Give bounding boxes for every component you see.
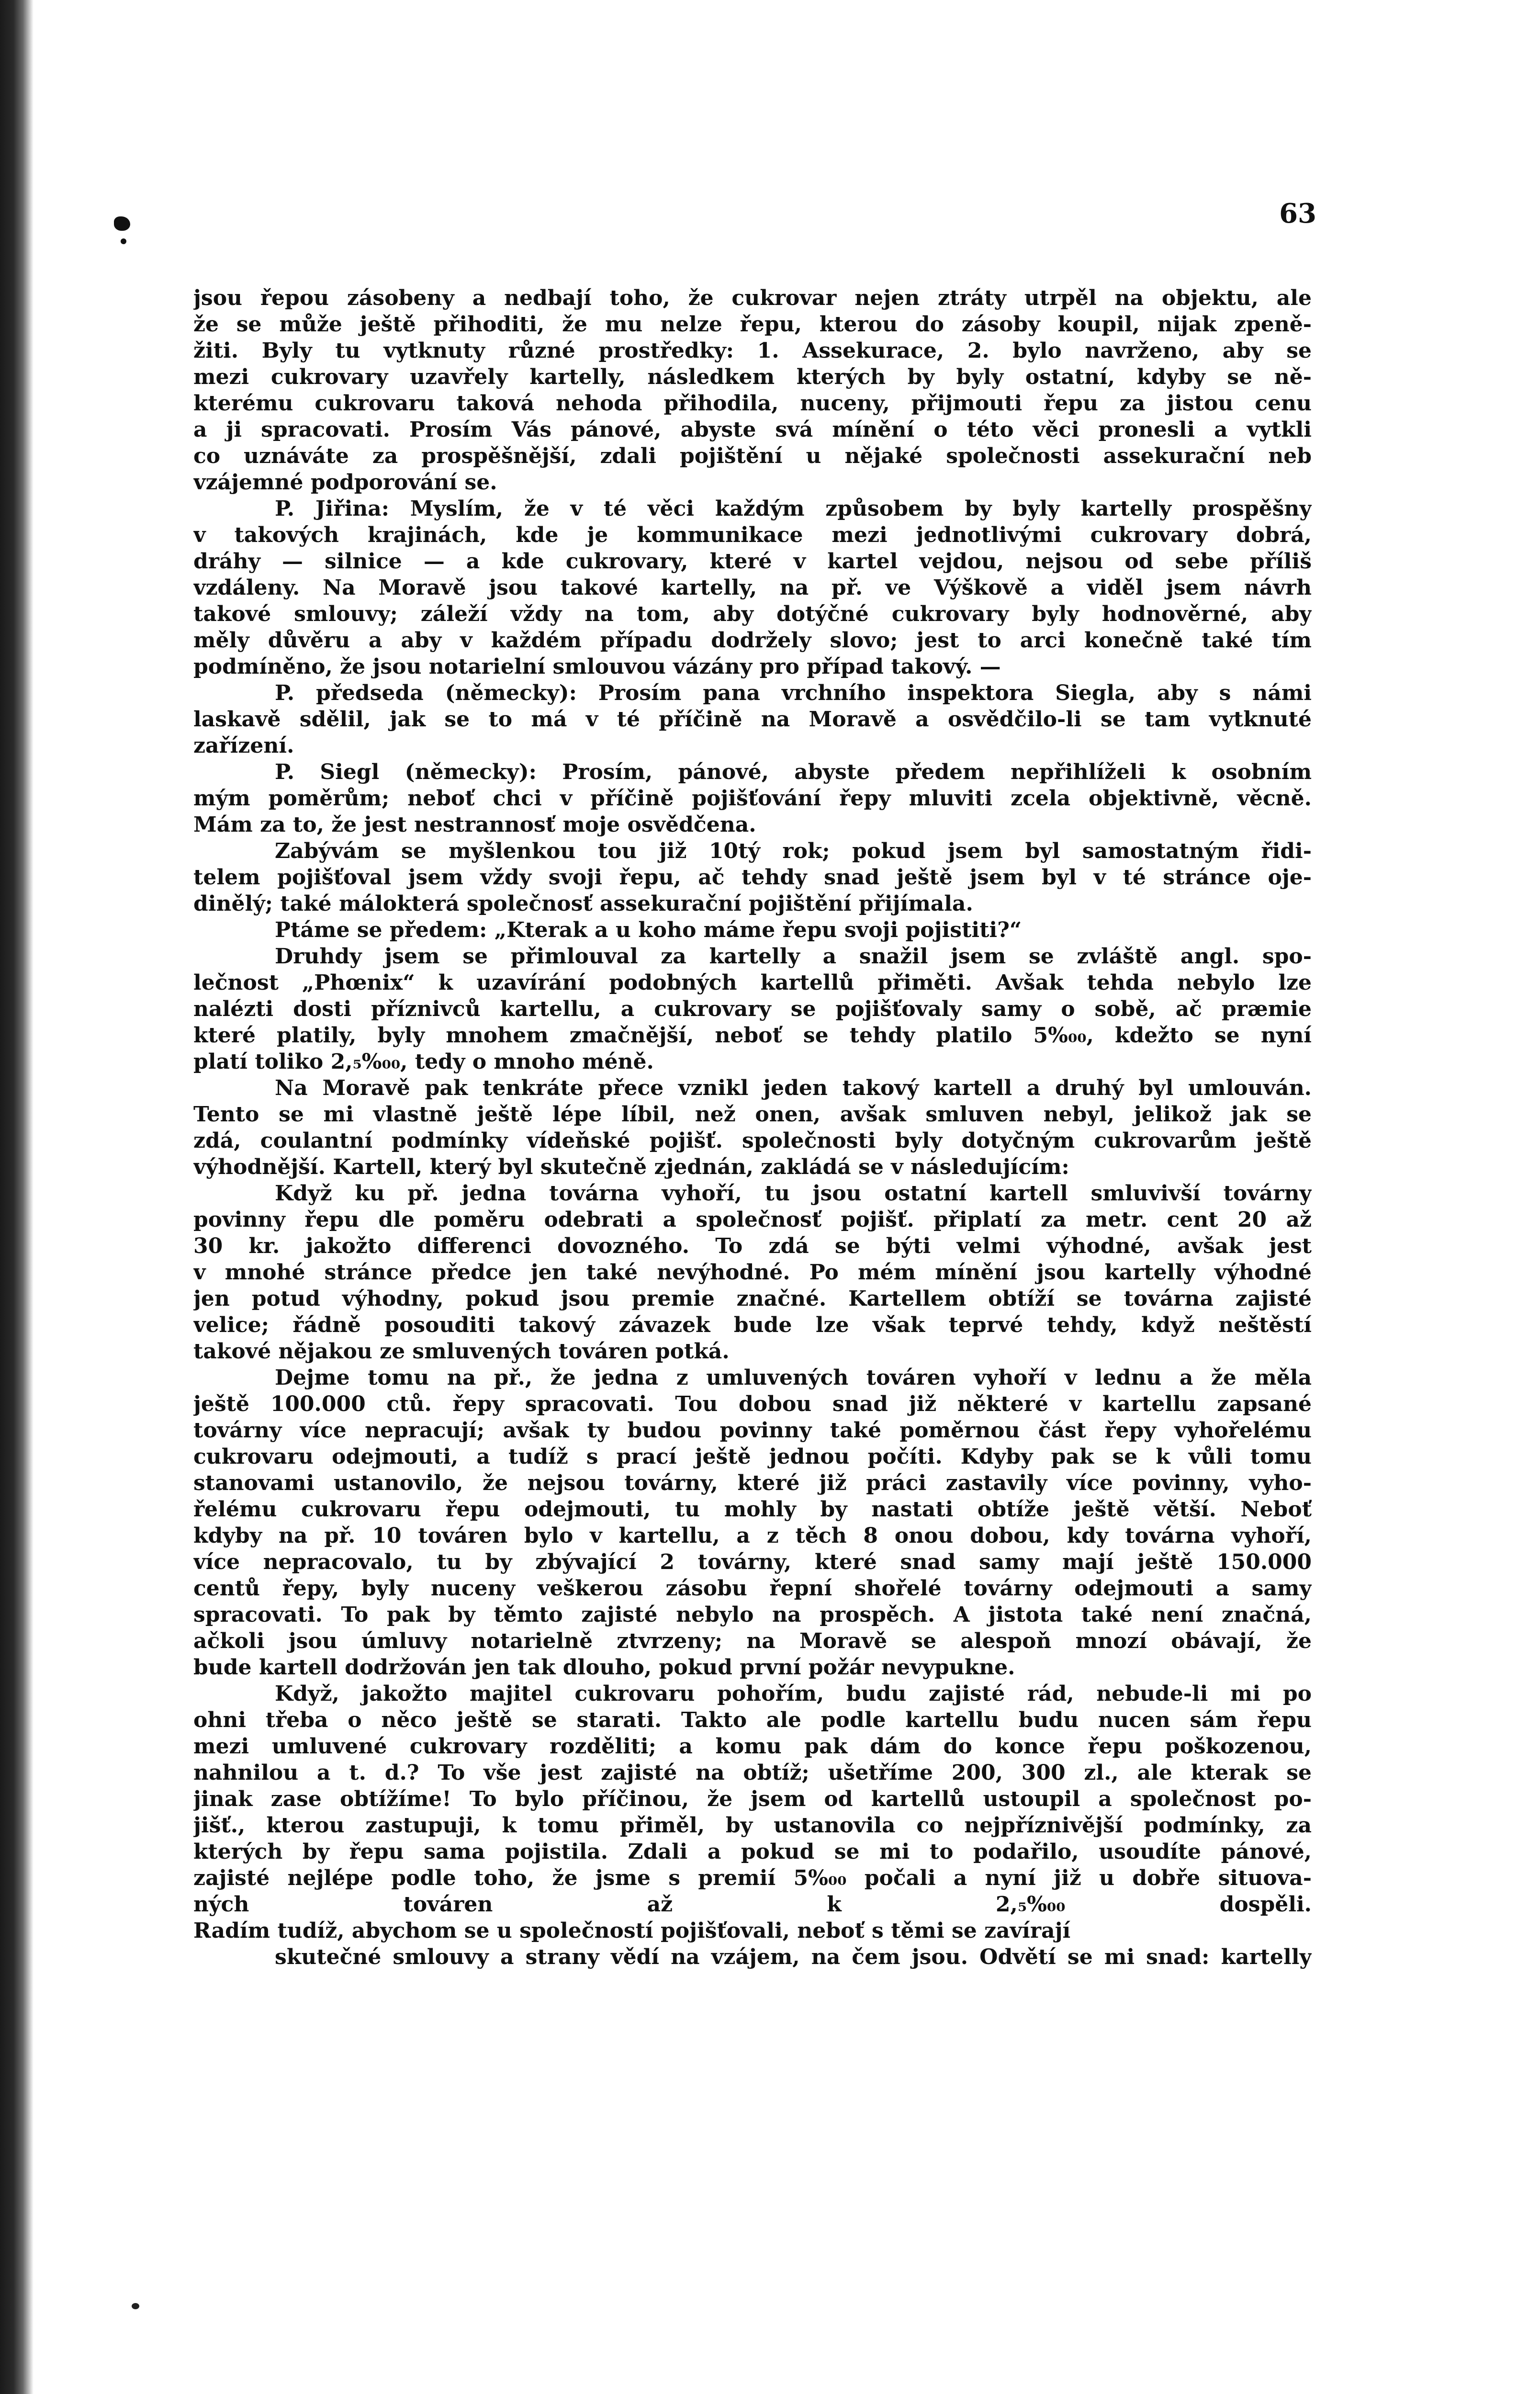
text-line: mým poměrům; neboť chci v příčině pojišťování řepy mluviti zcela objektivně, věcně.	[193, 786, 1312, 811]
text-line: zařízení.	[193, 734, 294, 758]
text-line: Tento se mi vlastně ještě lépe líbil, než onen, avšak smluven nebyl, jelikož jak se	[193, 1102, 1312, 1127]
text-line: povinny řepu dle poměru odebrati a společnosť pojišť. připlatí za metr. cent 20 až	[193, 1208, 1312, 1232]
text-line: telem pojišťoval jsem vždy svoji řepu, ač tehdy snad ještě jsem byl v té stránce oje-	[193, 865, 1312, 890]
text-line: výhodnější. Kartell, který byl skutečně zjednán, zakládá se v následujícím:	[193, 1155, 1069, 1179]
text-line: cukrovaru odejmouti, a tudíž s prací ještě jednou počíti. Kdyby pak se k vůli tomu	[193, 1445, 1312, 1469]
text-line: více nepracovalo, tu by zbývající 2 továrny, které snad samy mají ještě 150.000	[193, 1550, 1312, 1574]
text-line: nalézti dosti příznivců kartellu, a cukrovary se pojišťovaly samy o sobě, ač præmie	[193, 997, 1312, 1021]
text-line: Na Moravě pak tenkráte přece vznikl jeden takový kartell a druhý byl umlouván.	[275, 1076, 1312, 1100]
text-line: ačkoli jsou úmluvy notarielně ztvrzeny; na Moravě se alespoň mnozí obávají, že	[193, 1629, 1312, 1653]
text-line: takové nějakou ze smluvených továren potká.	[193, 1339, 730, 1364]
ink-blot-mark-small	[121, 238, 126, 244]
text-line: centů řepy, byly nuceny veškerou zásobu řepní shořelé továrny odejmouti a samy	[193, 1576, 1312, 1601]
text-line: velice; řádně posouditi takový závazek bude lze však teprvé tehdy, když neštěstí	[193, 1313, 1312, 1337]
text-line: Radím tudíž, abychom se u společností pojišťovali, neboť s těmi se zavírají	[193, 1919, 1071, 1943]
text-line: spracovati. To pak by těmto zajisté nebylo na prospěch. A jistota také není značná,	[193, 1603, 1312, 1627]
text-line: jišť., kterou zastupuji, k tomu přiměl, by ustanovila co nejpříznivější podmínky, za	[193, 1813, 1312, 1838]
text-line: žiti. Byly tu vytknuty různé prostředky: 1. Assekurace, 2. bylo navrženo, aby se	[193, 339, 1312, 363]
text-line: Když, jakožto majitel cukrovaru pohořím, budu zajisté rád, nebude-li mi po	[275, 1682, 1312, 1706]
text-line: Druhdy jsem se přimlouval za kartelly a snažil jsem se zvláště angl. spo-	[275, 944, 1312, 969]
text-line: P. Jiřina: Myslím, že v té věci každým způsobem by byly kartelly prospěšny	[275, 497, 1312, 521]
text-line: kterých by řepu sama pojistila. Zdali a pokud se mi to podařilo, usoudíte pánové,	[193, 1840, 1312, 1864]
text-line: které platily, byly mnohem zmačnější, neboť se tehdy platilo 5%₀₀, kdežto se nyní	[193, 1023, 1312, 1048]
text-line: jinak zase obtížíme! To bylo příčinou, že jsem od kartellů ustoupil a společnost po-	[193, 1787, 1312, 1811]
body-text	[193, 285, 1312, 1970]
text-line: mezi cukrovary uzavřely kartelly, následkem kterých by byly ostatní, kdyby se ně-	[193, 365, 1312, 389]
text-line: měly důvěru a aby v každém případu dodržely slovo; jest to arci konečně také tím	[193, 628, 1312, 653]
text-line: lečnost „Phœnix“ k uzavírání podobných kartellů přiměti. Avšak tehda nebylo lze	[193, 971, 1312, 995]
text-line: vzdáleny. Na Moravě jsou takové kartelly, na př. ve Výškově a viděl jsem návrh	[193, 576, 1312, 600]
text-line: 30 kr. jakožto differenci dovozného. To zdá se býti velmi výhodné, avšak jest	[193, 1234, 1312, 1258]
text-line: jen potud výhodny, pokud jsou premie značné. Kartellem obtíží se továrna zajisté	[193, 1287, 1312, 1311]
text-line: zajisté nejlépe podle toho, že jsme s premií 5%₀₀ počali a nyní již u dobře situova-	[193, 1866, 1312, 1890]
text-line: v takových krajinách, kde je kommunikace mezi jednotlivými cukrovary dobrá,	[193, 523, 1312, 547]
text-line: v mnohé stránce předce jen také nevýhodné. Po mém mínění jsou kartelly výhodné	[193, 1260, 1312, 1285]
text-line: zdá, coulantní podmínky vídeňské pojišť. společnosti byly dotyčným cukrovarům ještě	[193, 1129, 1312, 1153]
text-line: dinělý; také málokterá společnosť assekurační pojištění přijímala.	[193, 892, 973, 916]
text-line: ještě 100.000 ctů. řepy spracovati. Tou dobou snad již některé v kartellu zapsané	[193, 1392, 1312, 1416]
text-line: Mám za to, že jest nestrannosť moje osvědčena.	[193, 813, 756, 837]
ink-blot-mark	[114, 216, 130, 231]
text-line: podmíněno, že jsou notarielní smlouvou vázány pro případ takový. —	[193, 655, 1001, 679]
text-line: dráhy — silnice — a kde cukrovary, které v kartel vejdou, nejsou od sebe příliš	[193, 549, 1312, 574]
text-line: Ptáme se předem: „Kterak a u koho máme řepu svoji pojistiti?“	[275, 918, 1022, 942]
text-line: platí toliko 2,₅%₀₀, tedy o mnoho méně.	[193, 1050, 654, 1074]
text-line: ných továren až k 2,₅%₀₀ dospěli.	[193, 1892, 1312, 1917]
text-line: řelému cukrovaru řepu odejmouti, tu mohly by nastati obtíže ještě větší. Neboť	[193, 1497, 1312, 1522]
text-line: a ji spracovati. Prosím Vás pánové, abyste svá mínění o této věci pronesli a vytkli	[193, 418, 1312, 442]
text-line: laskavě sdělil, jak se to má v té příčině na Moravě a osvědčilo-li se tam vytknuté	[193, 707, 1312, 732]
text-line: takové smlouvy; záleží vždy na tom, aby dotýčné cukrovary byly hodnověrné, aby	[193, 602, 1312, 626]
text-line: P. Siegl (německy): Prosím, pánové, abyste předem nepřihlíželi k osobním	[275, 760, 1312, 784]
text-line: jsou řepou zásobeny a nedbají toho, že cukrovar nejen ztráty utrpěl na objektu, ale	[193, 286, 1312, 310]
text-line: Zabývám se myšlenkou tou již 10tý rok; pokud jsem byl samostatným řidi-	[275, 839, 1312, 863]
text-line: Když ku př. jedna továrna vyhoří, tu jsou ostatní kartell smluvivší továrny	[275, 1181, 1312, 1206]
text-line: Dejme tomu na př., že jedna z umluvených továren vyhoří v lednu a že měla	[275, 1366, 1312, 1390]
text-line: P. předseda (německy): Prosím pana vrchního inspektora Siegla, aby s námi	[275, 681, 1312, 705]
text-line: skutečné smlouvy a strany vědí na vzájem, na čem jsou. Odvětí se mi snad: kartelly	[275, 1945, 1312, 1969]
ink-dot-mark	[132, 2303, 139, 2309]
text-line: kterému cukrovaru taková nehoda přihodila, nuceny, přijmouti řepu za jistou cenu	[193, 391, 1312, 416]
text-line: mezi umluvené cukrovary rozděliti; a komu pak dám do konce řepu poškozenou,	[193, 1734, 1312, 1759]
text-line: ohni třeba o něco ještě se starati. Takto ale podle kartellu budu nucen sám řepu	[193, 1708, 1312, 1732]
text-line: nahnilou a t. d.? To vše jest zajisté na obtíž; ušetříme 200, 300 zl., ale kterak se	[193, 1761, 1312, 1785]
text-line: vzájemné podporování se.	[193, 470, 497, 495]
page-number: 63	[1279, 198, 1316, 229]
text-line: co uznáváte za prospěšnější, zdali pojištění u nějaké společnosti assekurační neb	[193, 444, 1312, 468]
text-line: že se může ještě přihoditi, že mu nelze řepu, kterou do zásoby koupil, nijak zpeně-	[193, 312, 1312, 337]
page-edge-shadow	[0, 0, 34, 2394]
text-line: bude kartell dodržován jen tak dlouho, pokud první požár nevypukne.	[193, 1655, 1015, 1680]
text-line: stanovami ustanovilo, že nejsou továrny, které již práci zastavily více povinny, vyho-	[193, 1471, 1312, 1495]
text-line: továrny více nepracují; avšak ty budou povinny také poměrnou část řepy vyhořelému	[193, 1418, 1312, 1443]
text-line: kdyby na př. 10 továren bylo v kartellu, a z těch 8 onou dobou, kdy továrna vyhoří,	[193, 1524, 1312, 1548]
